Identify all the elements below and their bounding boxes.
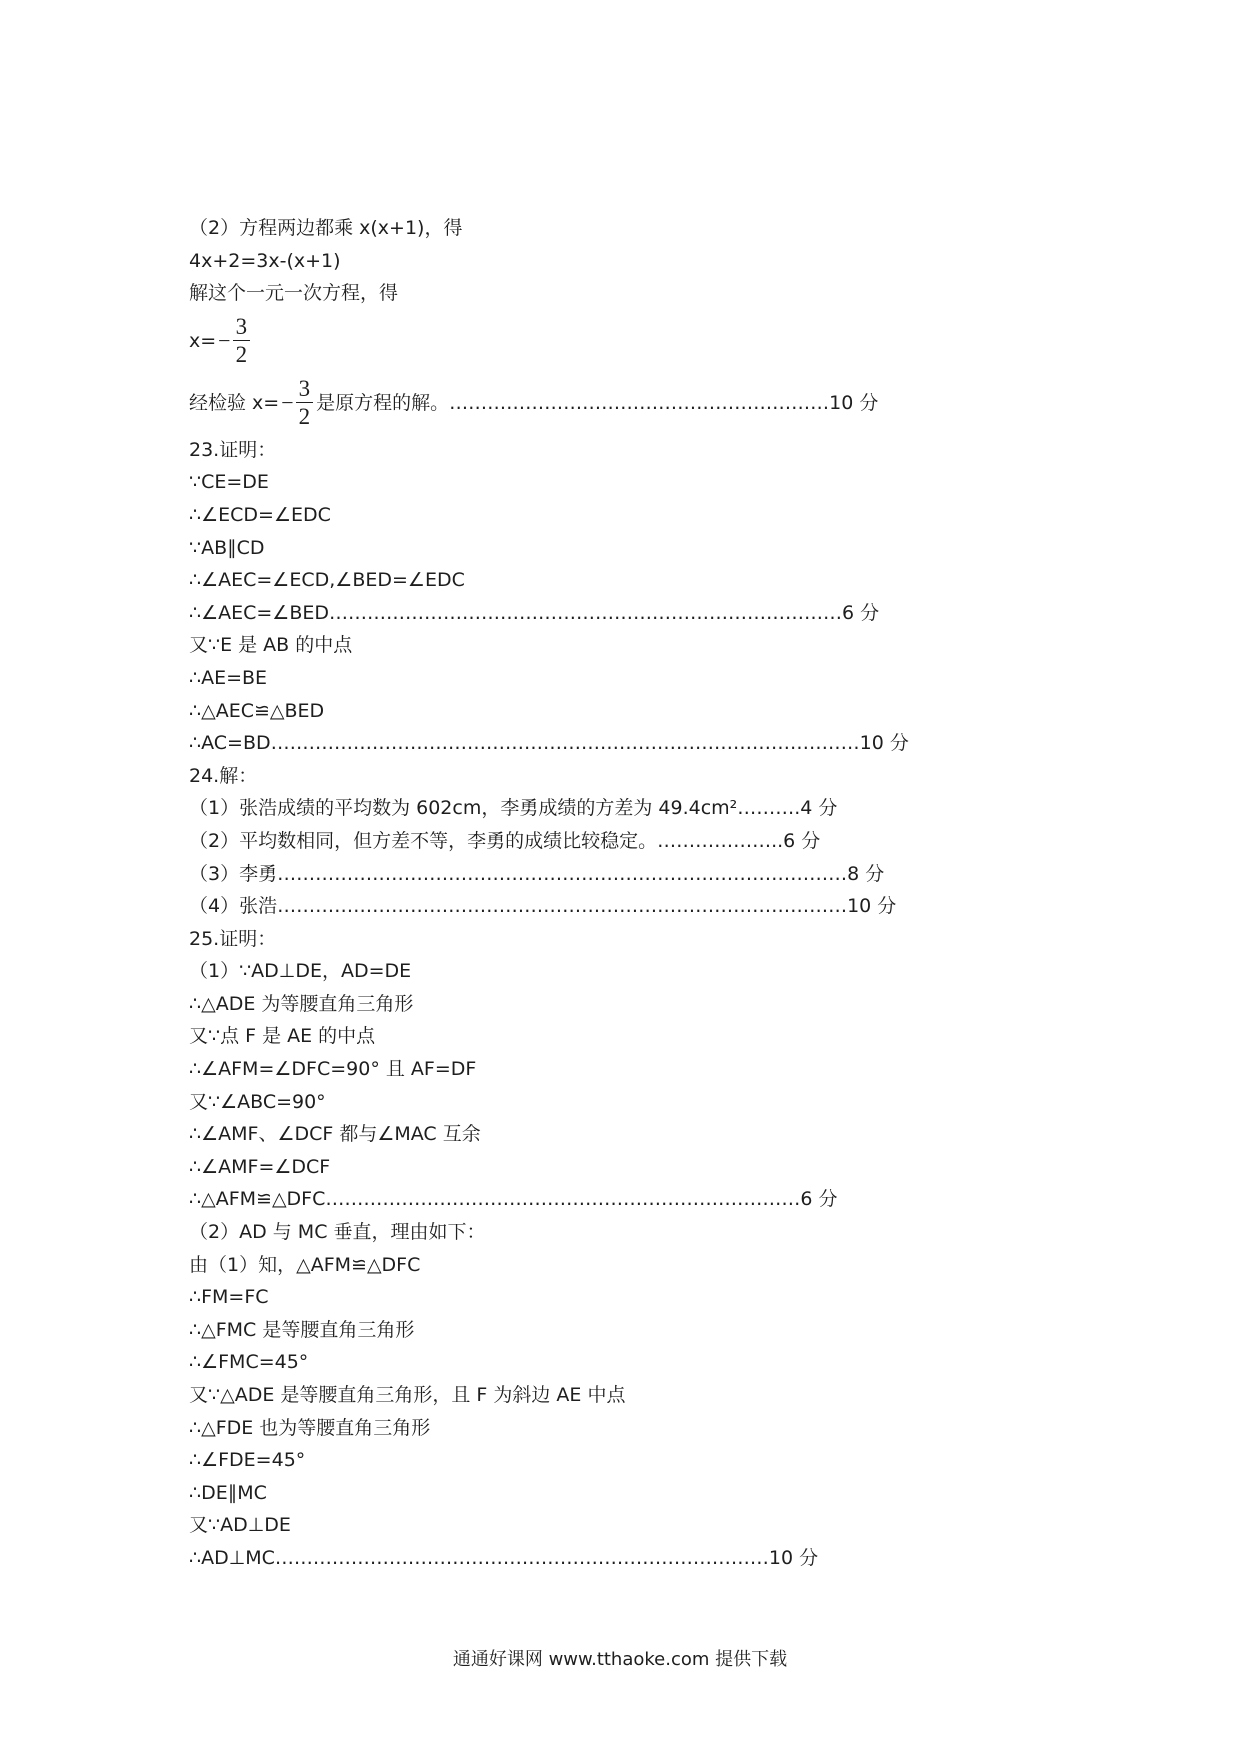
fraction-denominator: 2 xyxy=(298,404,311,430)
answer-page xyxy=(189,212,1089,1575)
line: 24.解： xyxy=(189,764,258,787)
line: ∴AC=BD…………………………………………………………………………………10 分 xyxy=(189,732,909,755)
line: ∴∠AEC=∠ECD,∠BED=∠EDC xyxy=(189,569,465,592)
fraction-denominator: 2 xyxy=(235,342,248,368)
line: ∴∠AMF=∠DCF xyxy=(189,1155,331,1178)
line: ∴∠FDE=45° xyxy=(189,1449,306,1472)
line: （4）张浩………………………………………………………………………………10 分 xyxy=(189,895,897,918)
line: ∴∠AEC=∠BED………………………………………………………………………6 分 xyxy=(189,601,880,624)
line: 又∵△ADE 是等腰直角三角形，且 F 为斜边 AE 中点 xyxy=(189,1384,626,1406)
line: ∴△FDE 也为等腰直角三角形 xyxy=(189,1416,431,1439)
line: ∴△AEC≌△BED xyxy=(189,699,325,722)
page-footer: 通通好课网 www.tthaoke.com 提供下载 xyxy=(452,1649,788,1670)
line: 又∵AD⊥DE xyxy=(189,1514,291,1537)
solution-prefix: x= xyxy=(189,329,217,352)
line: ∴FM=FC xyxy=(189,1286,269,1309)
line: （3）李勇………………………………………………………………………………8 分 xyxy=(189,862,885,885)
line: （2）AD 与 MC 垂直，理由如下： xyxy=(189,1221,486,1244)
line: 由（1）知，△AFM≌△DFC xyxy=(189,1253,421,1276)
line: （1）张浩成绩的平均数为 602cm，李勇成绩的方差为 49.4cm²……….4 分 xyxy=(189,797,838,820)
line: （1）∵AD⊥DE，AD=DE xyxy=(189,960,412,983)
line: 25.证明： xyxy=(189,927,277,950)
line: ∴△FMC 是等腰直角三角形 xyxy=(189,1318,415,1341)
line: 又∵∠ABC=90° xyxy=(189,1090,326,1113)
line: 又∵点 F 是 AE 的中点 xyxy=(189,1025,376,1048)
line: （2）方程两边都乘 x(x+1)，得 xyxy=(189,217,463,239)
fraction-numerator: 3 xyxy=(298,376,311,402)
line: ∴△AFM≌△DFC…………………………………………………………………6 分 xyxy=(189,1188,838,1211)
line: ∴AE=BE xyxy=(189,666,268,689)
line: ∴∠ECD=∠EDC xyxy=(189,503,331,526)
line: ∴AD⊥MC……………………………………………………………………10 分 xyxy=(189,1546,819,1569)
line: ∴△ADE 为等腰直角三角形 xyxy=(189,992,414,1015)
check-line xyxy=(189,372,1089,434)
minus-sign: − xyxy=(281,389,294,415)
check-suffix: 是原方程的解。……………………………………………………10 分 xyxy=(316,391,879,414)
check-prefix: 经检验 x= xyxy=(189,391,280,414)
line: 又∵E 是 AB 的中点 xyxy=(189,634,353,657)
line: ∴∠FMC=45° xyxy=(189,1351,309,1374)
line: 23.证明： xyxy=(189,438,277,461)
line: 4x+2=3x-(x+1) xyxy=(189,249,341,272)
fraction xyxy=(296,375,314,430)
line: （2）平均数相同，但方差不等，李勇的成绩比较稳定。………………..6 分 xyxy=(189,829,821,852)
line: ∵CE=DE xyxy=(189,471,269,494)
line: ∴∠AMF、∠DCF 都与∠MAC 互余 xyxy=(189,1123,481,1146)
line: ∴DE∥MC xyxy=(189,1481,267,1504)
solution-line xyxy=(189,310,1089,372)
line: ∵AB∥CD xyxy=(189,536,265,559)
fraction-numerator: 3 xyxy=(235,314,248,340)
minus-sign: − xyxy=(218,327,231,353)
line: 解这个一元一次方程，得 xyxy=(189,282,399,305)
fraction xyxy=(233,313,251,368)
line: ∴∠AFM=∠DFC=90° 且 AF=DF xyxy=(189,1058,477,1081)
